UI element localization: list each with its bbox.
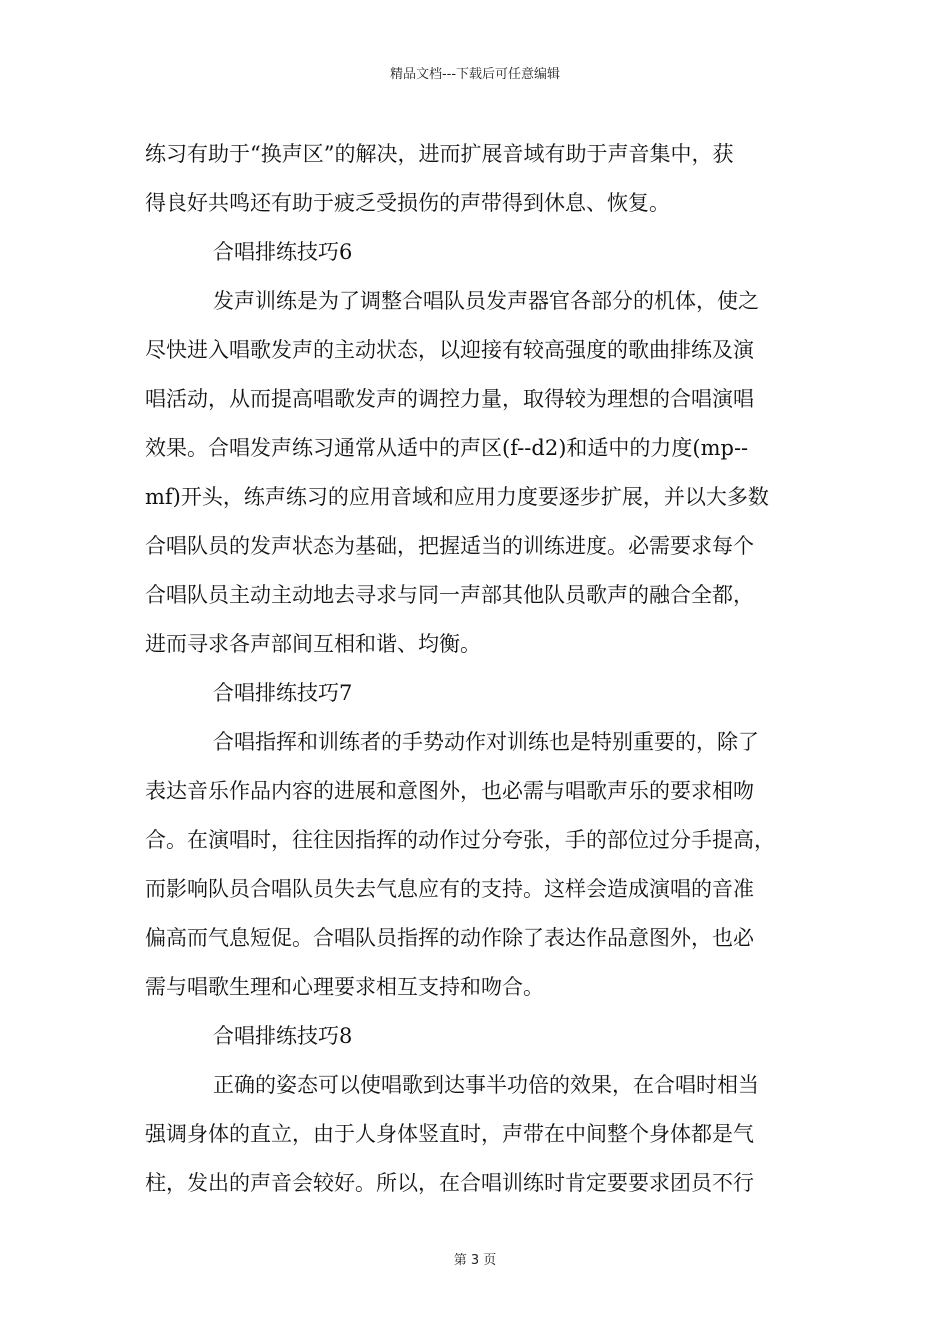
- paragraph-first-line: 合唱指挥和训练者的手势动作对训练也是特别重要的，除了: [213, 730, 759, 754]
- body-line: 得良好共鸣还有助于疲乏受损伤的声带得到休息、恢复。: [145, 191, 670, 215]
- paragraph-first-line: 正确的姿态可以使唱歌到达事半功倍的效果，在合唱时相当: [213, 1073, 759, 1097]
- body-line: 合唱队员的发声状态为基础，把握适当的训练进度。必需要求每个: [145, 534, 754, 558]
- body-line: 表达音乐作品内容的进展和意图外，也必需与唱歌声乐的要求相吻: [145, 779, 754, 803]
- body-line: 柱，发出的声音会较好。所以，在合唱训练时肯定要要求团员不行: [145, 1171, 754, 1195]
- section-heading: 合唱排练技巧7: [213, 681, 353, 705]
- body-line: 唱活动，从而提高唱歌发声的调控力量，取得较为理想的合唱演唱: [145, 387, 754, 411]
- body-line: 需与唱歌生理和心理要求相互支持和吻合。: [145, 975, 544, 999]
- section-heading: 合唱排练技巧6: [213, 240, 353, 264]
- body-line: mf)开头，练声练习的应用音域和应用力度要逐步扩展，并以大多数: [145, 485, 769, 509]
- body-line: 尽快进入唱歌发声的主动状态，以迎接有较高强度的歌曲排练及演: [145, 338, 754, 362]
- body-line: 偏高而气息短促。合唱队员指挥的动作除了表达作品意图外，也必: [145, 926, 754, 950]
- body-line: 而影响队员合唱队员失去气息应有的支持。这样会造成演唱的音准: [145, 877, 754, 901]
- page-header: 精品文档---下载后可任意编辑: [389, 67, 561, 82]
- body-line: 进而寻求各声部间互相和谐、均衡。: [145, 632, 481, 656]
- body-line: 强调身体的直立，由于人身体竖直时，声带在中间整个身体都是气: [145, 1122, 754, 1146]
- body-line: 效果。合唱发声练习通常从适中的声区(f--d2)和适中的力度(mp--: [145, 436, 749, 460]
- paragraph-first-line: 发声训练是为了调整合唱队员发声器官各部分的机体，使之: [213, 289, 759, 313]
- body-line: 合。在演唱时，往往因指挥的动作过分夸张，手的部位过分手提高，: [145, 828, 775, 852]
- body-line: 合唱队员主动主动地去寻求与同一声部其他队员歌声的融合全都，: [145, 583, 754, 607]
- page-number: 第 3 页: [453, 1253, 497, 1268]
- body-line: 练习有助于“换声区”的解决，进而扩展音域有助于声音集中，获: [145, 142, 734, 166]
- section-heading: 合唱排练技巧8: [213, 1024, 353, 1048]
- document-body: [145, 130, 810, 1208]
